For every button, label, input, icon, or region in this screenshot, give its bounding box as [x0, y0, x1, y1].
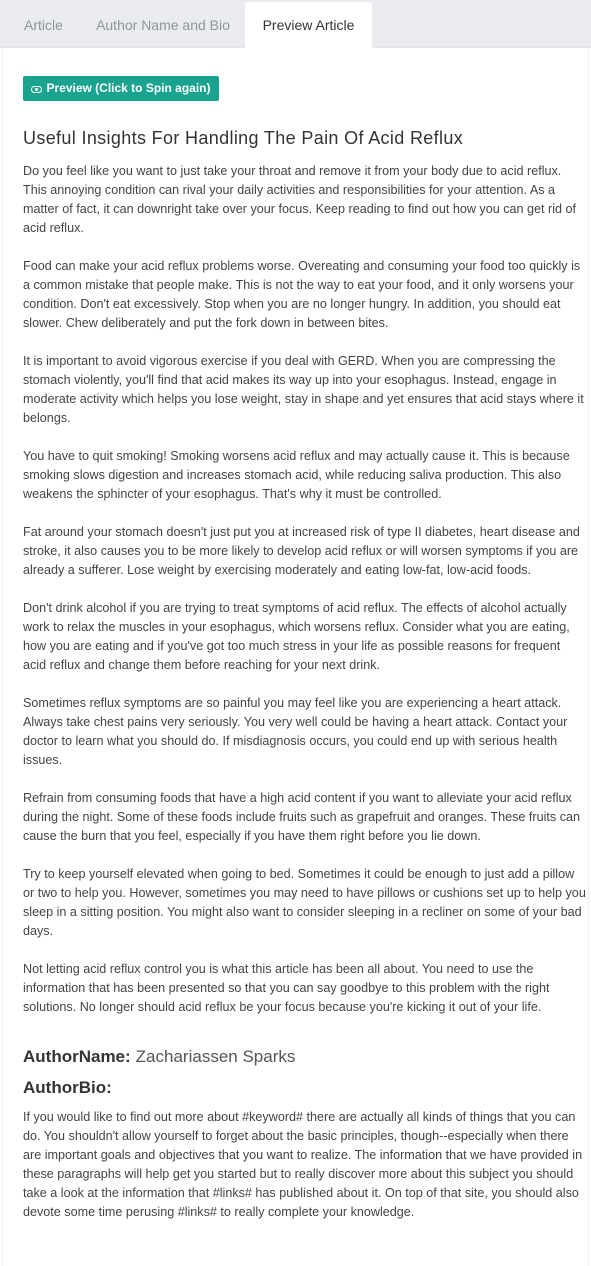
article-title: Useful Insights For Handling The Pain Of Acid Reflux	[23, 128, 464, 148]
article-paragraph: Food can make your acid reflux problems worse. Overeating and consuming your food too quickly is a common mistake that people make. This is not the way to eat your food, and it only worsens your condition. Don't eat excessively. Stop when you are no longer hungry. In addition, you should eat slower. Chew deliberately and put the fork down in between bites.	[23, 259, 581, 330]
article-paragraph: Not letting acid reflux control you is what this article has been all about. You need to use the information that has been presented so that you can say goodbye to this problem with the right solutions. No longer should acid reflux be your focus because you're kicking it out of your life.	[23, 962, 550, 1014]
eye-icon	[31, 86, 42, 93]
preview-button[interactable]	[23, 76, 219, 101]
article-body	[23, 162, 586, 1017]
tab-article[interactable]: Article	[24, 17, 63, 33]
author-name: Zachariassen Sparks	[135, 1047, 296, 1066]
tab-bar	[0, 0, 591, 48]
author-bio-label: AuthorBio:	[23, 1078, 112, 1097]
article-paragraph: Don't drink alcohol if you are trying to treat symptoms of acid reflux. The effects of alcohol actually work to relax the muscles in your esophagus, which worsens reflux. Consider what you are eating, how you are eating and if you've got too much stress in your life as possible reasons for frequent acid reflux and change them before reaching for your next drink.	[23, 601, 570, 672]
article-paragraph: It is important to avoid vigorous exercise if you deal with GERD. When you are compressing the stomach violently, you'll find that acid makes its way up into your esophagus. Instead, engage in moderate activity which helps you lose weight, stay in shape and yet ensures that acid stays where it belongs.	[23, 354, 584, 425]
tab-author-name-and-bio[interactable]: Author Name and Bio	[96, 17, 230, 33]
article-paragraph: Sometimes reflux symptoms are so painful you may feel like you are experiencing a heart attack. Always take chest pains very seriously. You very well could be having a heart attack. Contact your doctor to learn what you should do. If misdiagnosis occurs, you could end up with serious health issues.	[23, 696, 568, 767]
author-name-label: AuthorName:	[23, 1047, 131, 1066]
author-bio: If you would like to find out more about #keyword# there are actually all kinds of things that you can do. You shouldn't allow yourself to forget about the basic principles, though--especially when there are important goals and objectives that you want to realize. The information that we have provided in these paragraphs will help get you started but to really discover more about this subject you should take a look at the information that #links# has published about it. On top of that site, you should also devote some time perusing #links# to really complete your knowledge.	[23, 1110, 583, 1219]
article-paragraph: Refrain from consuming foods that have a high acid content if you want to alleviate your acid reflux during the night. Some of these foods include fruits such as grapefruit and oranges. These fruits can cause the burn that you feel, especially if you have them right before you lie down.	[23, 791, 581, 843]
article-paragraph: Try to keep yourself elevated when going to bed. Sometimes it could be enough to just add a pillow or two to help you. However, sometimes you may need to have pillows or cushions set up to help you sleep in a sitting position. You might also want to consider sleeping in a recliner on some of your bad days.	[23, 867, 586, 938]
preview-button-label: Preview (Click to Spin again)	[46, 81, 211, 95]
article-paragraph: You have to quit smoking! Smoking worsens acid reflux and may actually cause it. This is because smoking slows digestion and increases stomach acid, while reducing saliva production. This also weakens the sphincter of your esophagus. That's why it must be controlled.	[23, 449, 570, 501]
article-paragraph: Fat around your stomach doesn't just put you at increased risk of type II diabetes, heart disease and stroke, it also causes you to be more likely to develop acid reflux or will worsen symptoms if you are already a sufferer. Lose weight by exercising moderately and eating low-fat, low-acid foods.	[23, 525, 580, 577]
tab-preview-article[interactable]: Preview Article	[245, 2, 372, 49]
article-paragraph: Do you feel like you want to just take your throat and remove it from your body due to acid reflux. This annoying condition can rival your daily activities and responsibilities for your attention. As a matter of fact, it can downright take over your focus. Keep reading to find out how you can get rid of acid reflux.	[23, 164, 577, 235]
author-name-line	[23, 1045, 295, 1069]
